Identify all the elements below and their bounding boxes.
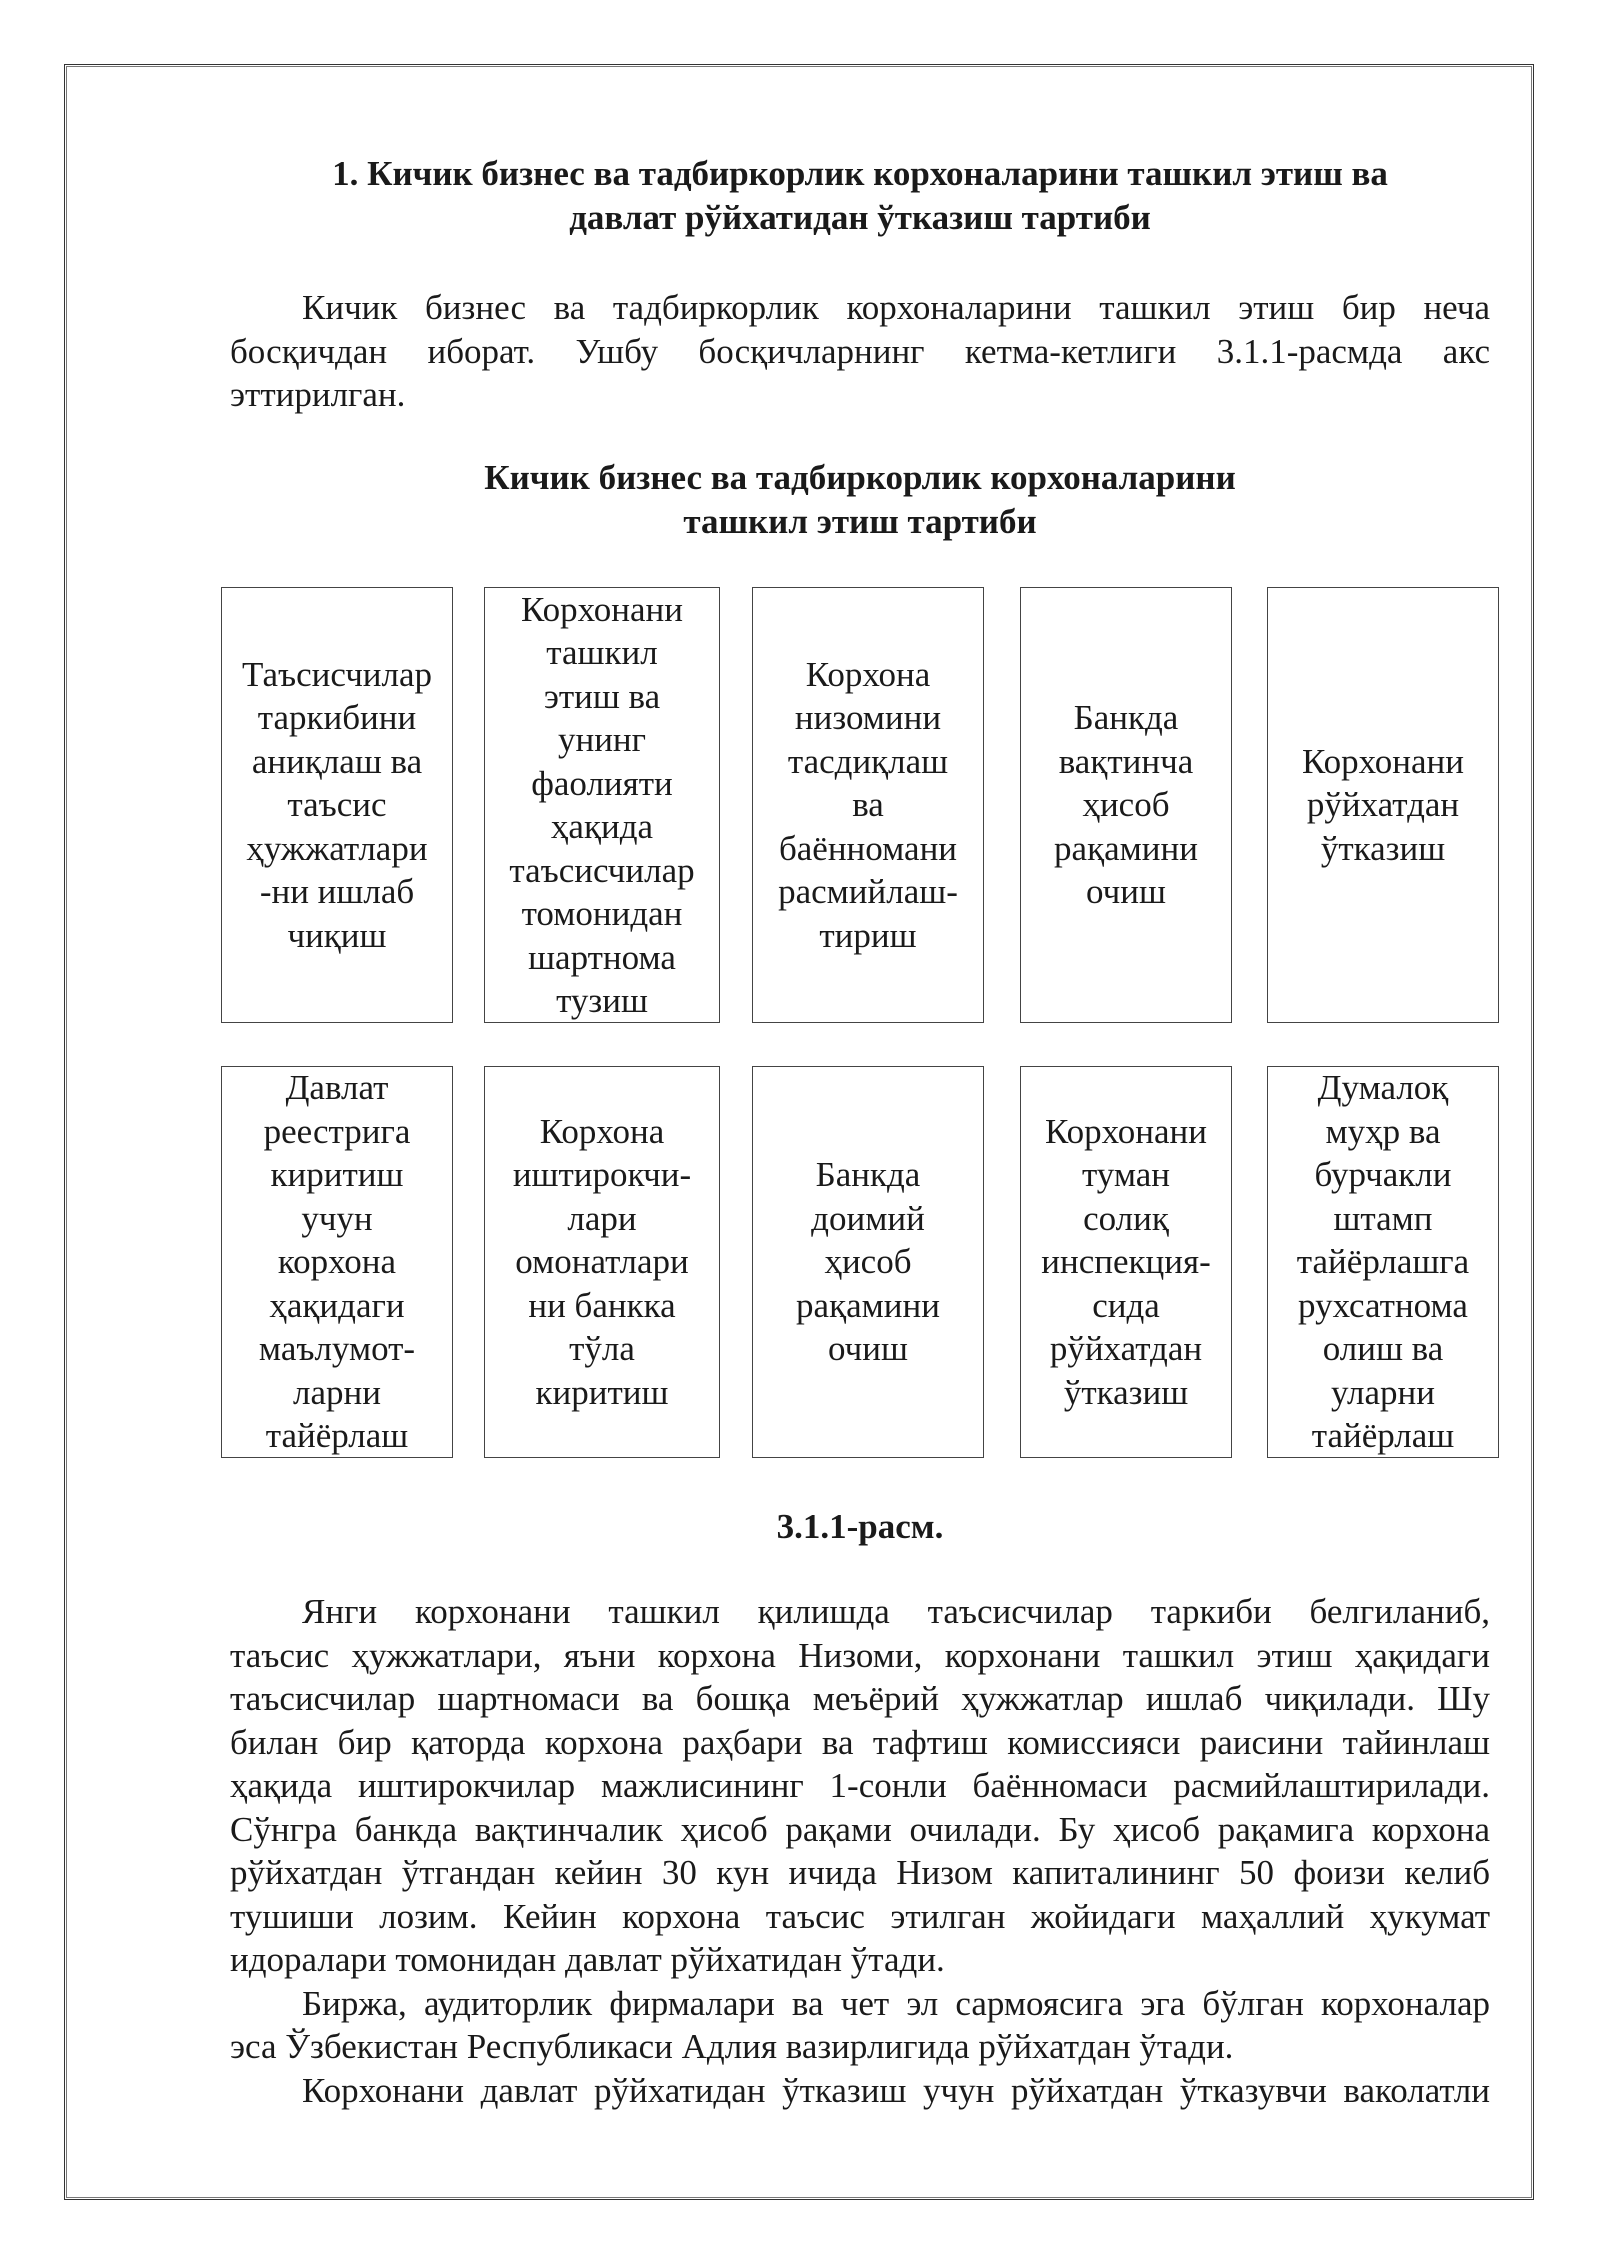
diagram-box-text: Корхонани туман солиқ инспекция- сида рўйхатдан ўтказиш (1041, 1111, 1211, 1412)
body-line: таъсисчилар шартномаси ва бошқа меъёрий ҳужжатлар ишлаб чиқилади. Шу (230, 1679, 1490, 1718)
diagram-title-line-2: ташкил этиш тартиби (683, 502, 1037, 541)
diagram-box-text: Банкда вақтинча ҳисоб рақамини очиш (1054, 698, 1198, 912)
diagram-box-step-4 (1020, 587, 1232, 1023)
section-title-line-1: 1. Кичик бизнес ва тадбиркорлик корхоналарини ташкил этиш ва (332, 154, 1388, 193)
intro-line: эттирилган. (230, 375, 406, 414)
intro-paragraph (230, 286, 1490, 417)
diagram-box-step-2 (484, 587, 720, 1023)
body-line: Корхонани давлат рўйхатидан ўтказиш учун рўйхатдан ўтказувчи ваколатли (302, 2070, 1490, 2110)
diagram-box-step-7 (484, 1066, 720, 1458)
diagram-box-step-6 (221, 1066, 453, 1458)
body-line: тушиши лозим. Кейин корхона таъсис этилган жойидаги маҳаллий ҳукумат (230, 1896, 1490, 1936)
diagram-title (230, 456, 1490, 544)
diagram-box-step-8 (752, 1066, 984, 1458)
body-line: эса Ўзбекистан Республикаси Адлия вазирлигида рўйхатдан ўтади. (230, 2027, 1234, 2066)
section-title-line-2: давлат рўйхатидан ўтказиш тартиби (569, 198, 1151, 237)
body-line: Янги корхонани ташкил қилишда таъсисчилар таркиби белгиланиб, (302, 1592, 1490, 1631)
diagram-box-step-3 (752, 587, 984, 1023)
diagram-box-text: Таъсисчилар таркибини аниқлаш ва таъсис ҳужжатлари -ни ишлаб чиқиш (241, 654, 433, 955)
diagram-box-step-1 (221, 587, 453, 1023)
diagram-box-step-10 (1267, 1066, 1499, 1458)
diagram-box-text: Банкда доимий ҳисоб рақамини очиш (796, 1155, 940, 1369)
body-line: билан бир қаторда корхона раҳбари ва тафтиш комиссияси раисини тайинлаш (230, 1722, 1490, 1762)
diagram-box-text: Корхонани рўйхатдан ўтказиш (1302, 741, 1464, 868)
body-line: рўйхатдан ўтгандан кейин 30 кун ичида Низом капиталининг 50 фоизи келиб (230, 1853, 1490, 1892)
body-line: ҳақида иштирокчилар мажлисининг 1-сонли баённомаси расмийлаштирилади. (230, 1766, 1490, 1805)
diagram-box-text: Давлат реестрига киритиш учун корхона ҳақидаги маълумот- ларни тайёрлаш (258, 1068, 416, 1456)
diagram-box-text: Думалоқ муҳр ва бурчакли штамп тайёрлашга рухсатнома олиш ва уларни тайёрлаш (1296, 1068, 1470, 1456)
body-line: Сўнгра банкда вақтинчалик ҳисоб рақами очилади. Бу ҳисоб рақамига корхона (230, 1809, 1490, 1849)
diagram-box-text: Корхона низомини тасдиқлаш ва баённомани расмийлаш- тириш (778, 654, 958, 955)
diagram-box-text: Корхона иштирокчи- лари омонатлари ни банкка тўла киритиш (512, 1111, 692, 1412)
diagram-box-text: Корхонани ташкил этиш ва унинг фаолияти ҳақида таъсисчилар томонидан шартнома тузиш (509, 589, 695, 1020)
diagram-title-line-1: Кичик бизнес ва тадбиркорлик корхоналарини (484, 458, 1236, 497)
body-line: Биржа, аудиторлик фирмалари ва чет эл сармоясига эга бўлган корхоналар (302, 1983, 1490, 2023)
intro-line: Кичик бизнес ва тадбиркорлик корхоналарини ташкил этиш бир неча (302, 288, 1490, 327)
body-line: идоралари томонидан давлат рўйхатидан ўтади. (230, 1940, 945, 1979)
figure-caption: 3.1.1-расм. (776, 1507, 944, 1546)
body-paragraph (230, 1590, 1490, 2112)
diagram-box-step-9 (1020, 1066, 1232, 1458)
section-title (230, 152, 1490, 240)
intro-line: босқичдан иборат. Ушбу босқичларнинг кетма-кетлиги 3.1.1-расмда акс (230, 331, 1490, 371)
body-line: таъсис ҳужжатлари, яъни корхона Низоми, корхонани ташкил этиш ҳақидаги (230, 1635, 1490, 1675)
diagram-box-step-5 (1267, 587, 1499, 1023)
